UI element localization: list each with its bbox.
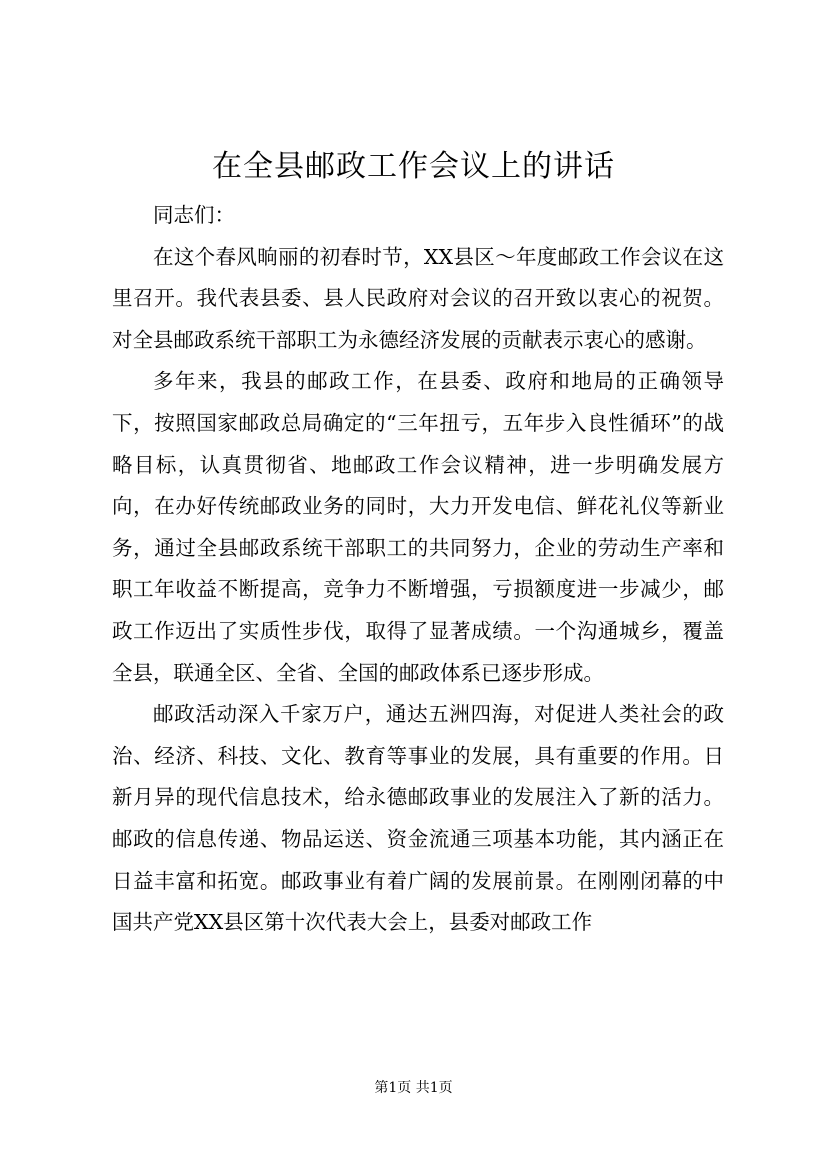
paragraph-1: 在这个春风晌丽的初春时节，XX县区～年度邮政工作会议在这里召开。我代表县委、县人民政府对会议的召开致以衷心的祝贺。对全县邮政系统干部职工为永德经济发展的贡献表示衷心的感谢。 [112,244,724,352]
document-body [112,195,724,944]
page-footer: 第1页 共1页 [374,1080,453,1096]
paragraph-3: 邮政活动深入千家万户，通达五洲四海，对促进人类社会的政治、经济、科技、文化、教育等事业的发展，具有重要的作用。日新月异的现代信息技术，给永德邮政事业的发展注入了新的活力。邮政的信息传递、物品运送、资金流通三项基本功能，其内涵正在日益丰富和拓宽。邮政事业有着广阔的发展前景。在刚刚闭幕的中国共产党XX县区第十次代表大会上，县委对邮政工作 [112,702,724,935]
document-title: 在全县邮政工作会议上的讲话 [212,149,615,184]
paragraph-2: 多年来，我县的邮政工作，在县委、政府和地局的正确领导下，按照国家邮政总局确定的“三年扭亏，五年步入良性循环”的战略目标，认真贯彻省、地邮政工作会议精神，进一步明确发展方向，在办好传统邮政业务的同时，大力开发电信、鲜花礼仪等新业务，通过全县邮政系统干部职工的共同努力，企业的劳动生产率和职工年收益不断提高，竞争力不断增强，亏损额度进一步减少，邮政工作迈出了实质性步伐，取得了显著成绩。一个沟通城乡，覆盖全县，联通全区、全省、全国的邮政体系已逐步形成。 [112,369,724,685]
salutation: 同志们： [153,203,235,227]
